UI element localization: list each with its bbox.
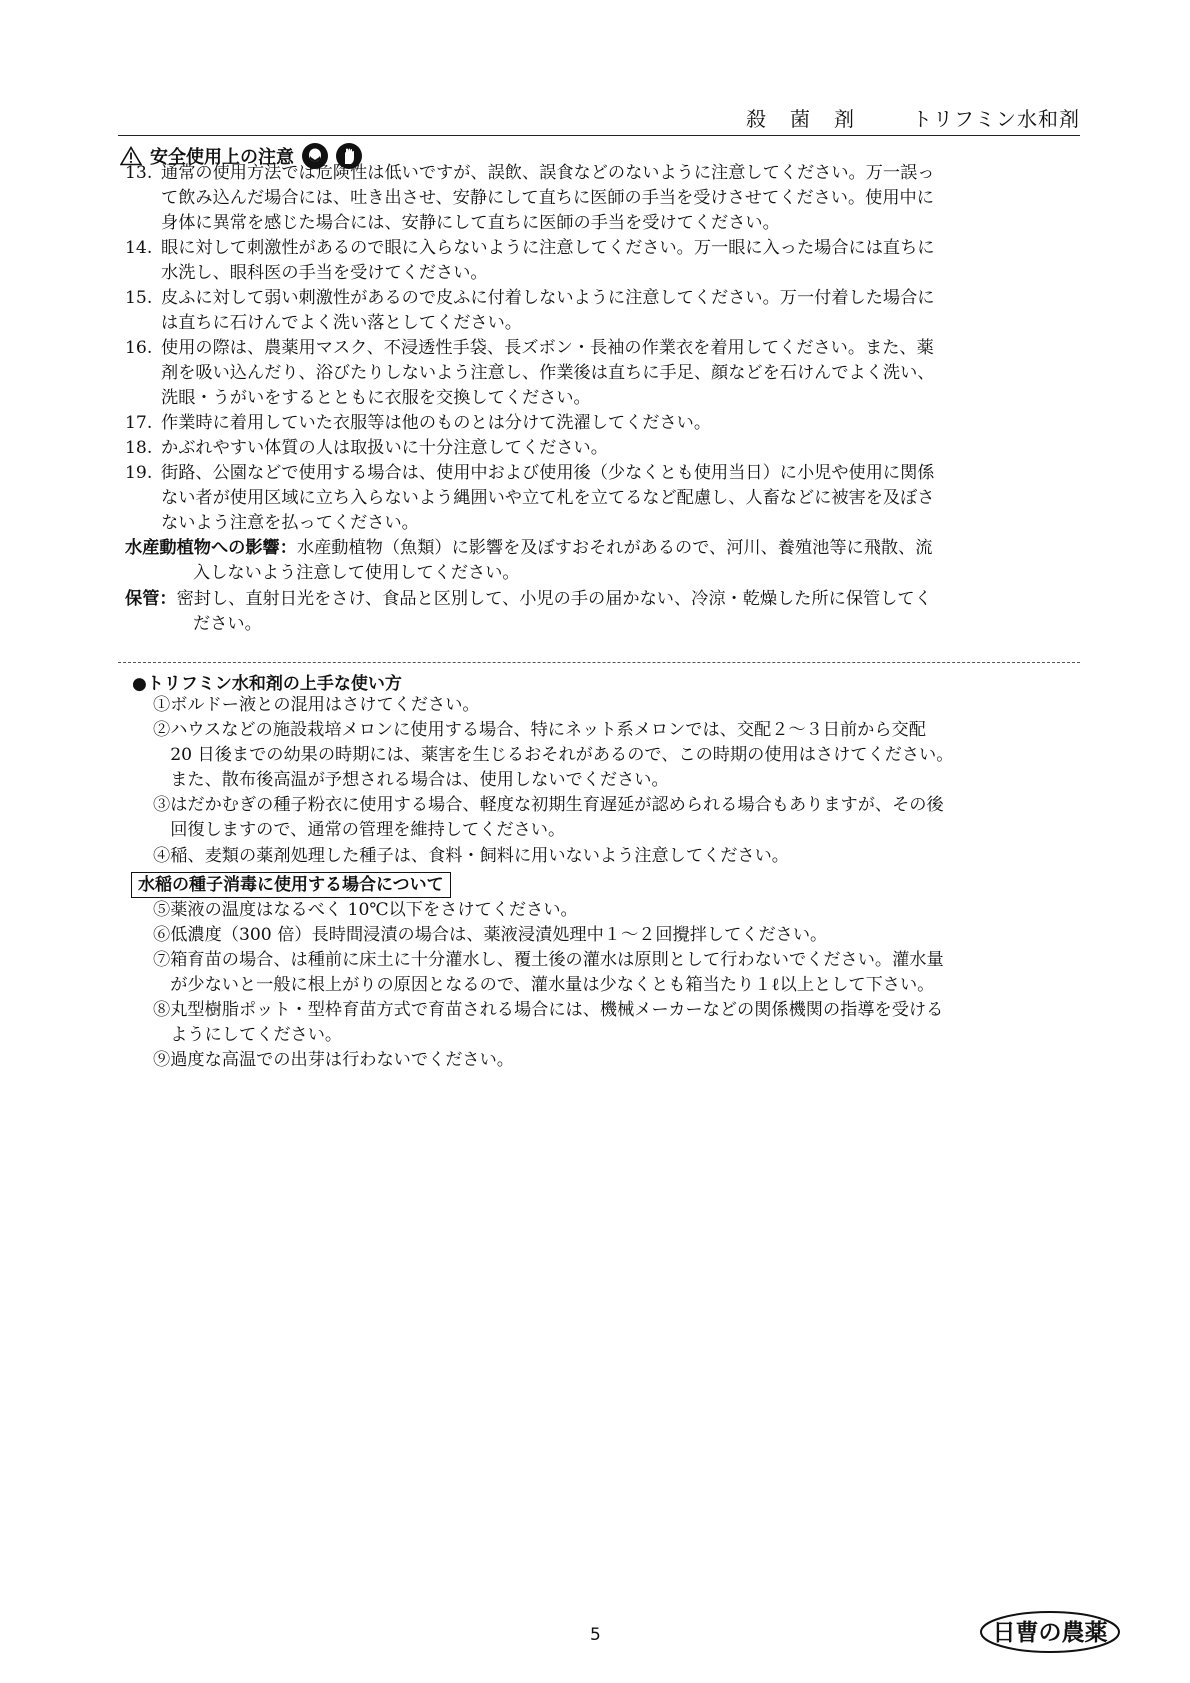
rice-line: が少ないと一般に根上がりの原因となるので、灌水量は少なくとも箱当たり１ℓ以上として下さい。 bbox=[153, 975, 935, 995]
aquatic-impact-label: 水産動植物への影響： bbox=[125, 538, 297, 558]
tip-line: 回復しますので、通常の管理を維持してください。 bbox=[153, 820, 566, 840]
header-product: トリフミン水和剤 bbox=[912, 107, 1080, 131]
rice-line: ⑥低濃度（300 倍）長時間浸漬の場合は、薬液浸漬処理中１～２回攪拌してください。 bbox=[153, 925, 828, 945]
rice-line: ようにしてください。 bbox=[153, 1025, 343, 1045]
safety-line: は直ちに石けんでよく洗い落としてください。 bbox=[161, 313, 522, 333]
tip-line: また、散布後高温が予想される場合は、使用しないでください。 bbox=[153, 770, 669, 790]
safety-line: 水洗し、眼科医の手当を受けてください。 bbox=[161, 263, 488, 283]
safety-line: 17. 作業時に着用していた衣服等は他のものとは分けて洗濯してください。 bbox=[125, 413, 712, 433]
safety-line: 19. 街路、公園などで使用する場合は、使用中および使用後（少なくとも使用当日）に小児や使用に関係 bbox=[125, 463, 935, 483]
tip-line: ③はだかむぎの種子粉衣に使用する場合、軽度な初期生育遅延が認められる場合もありますが、その後 bbox=[153, 795, 944, 815]
header-category: 殺菌剤 bbox=[746, 107, 878, 131]
storage-line: 保管：密封し、直射日光をさけ、食品と区別して、小児の手の届かない、冷涼・乾燥した所に保管してく bbox=[125, 589, 932, 609]
storage-line: ださい。 bbox=[193, 614, 262, 634]
aquatic-impact-line: 入しないよう注意して使用してください。 bbox=[193, 563, 520, 583]
section-divider bbox=[118, 662, 1080, 663]
page-number: 5 bbox=[590, 1625, 601, 1645]
header-label bbox=[746, 103, 1080, 132]
safety-line: 13. 通常の使用方法では危険性は低いですが、誤飲、誤食などのないように注意してください。万一誤っ bbox=[125, 163, 935, 183]
safety-line: 剤を吸い込んだり、浴びたりしないよう注意し、作業後は直ちに手足、顔などを石けんでよく洗い、 bbox=[161, 363, 935, 383]
usage-tips-title: ●トリフミン水和剤の上手な使い方 bbox=[132, 674, 402, 694]
tip-line: 20 日後までの幼果の時期には、薬害を生じるおそれがあるので、この時期の使用はさけてください。 bbox=[153, 745, 954, 765]
safety-line: 18. かぶれやすい体質の人は取扱いに十分注意してください。 bbox=[125, 438, 608, 458]
safety-line: 身体に異常を感じた場合には、安静にして直ちに医師の手当を受けてください。 bbox=[161, 213, 780, 233]
safety-line: 14. 眼に対して刺激性があるので眼に入らないように注意してください。万一眼に入った場合には直ちに bbox=[125, 238, 935, 258]
nisso-logo bbox=[979, 1610, 1121, 1654]
tip-line: ①ボルドー液との混用はさけてください。 bbox=[153, 695, 480, 715]
aquatic-impact-line: 水産動植物への影響：水産動植物（魚類）に影響を及ぼすおそれがあるので、河川、養殖池等に飛散、流 bbox=[125, 538, 933, 558]
rice-line: ⑤薬液の温度はなるべく 10℃以下をさけてください。 bbox=[153, 900, 578, 920]
safety-line: ない者が使用区域に立ち入らないよう縄囲いや立て札を立てるなど配慮し、人畜などに被害を及ぼさ bbox=[161, 488, 935, 508]
storage-label: 保管： bbox=[125, 589, 177, 609]
safety-line: 15. 皮ふに対して弱い刺激性があるので皮ふに付着しないように注意してください。万一付着した場合に bbox=[125, 288, 935, 308]
rice-seed-disinfection-heading: 水稲の種子消毒に使用する場合について bbox=[131, 872, 451, 898]
safety-line: 16. 使用の際は、農薬用マスク、不浸透性手袋、長ズボン・長袖の作業衣を着用してください。また、薬 bbox=[125, 338, 934, 358]
rice-line: ⑧丸型樹脂ポット・型枠育苗方式で育苗される場合には、機械メーカーなどの関係機関の指導を受ける bbox=[153, 1000, 944, 1020]
safety-line: て飲み込んだ場合には、吐き出させ、安静にして直ちに医師の手当を受けさせてください。使用中に bbox=[161, 188, 934, 208]
page-header bbox=[118, 103, 1080, 136]
rice-line: ⑨過度な高温での出芽は行わないでください。 bbox=[153, 1050, 514, 1070]
tip-line: ④稲、麦類の薬剤処理した種子は、食料・飼料に用いないよう注意してください。 bbox=[153, 846, 789, 866]
tip-line: ②ハウスなどの施設栽培メロンに使用する場合、特にネット系メロンでは、交配２～３日前から交配 bbox=[153, 720, 926, 740]
safety-line: ないよう注意を払ってください。 bbox=[161, 513, 419, 533]
rice-line: ⑦箱育苗の場合、は種前に床土に十分灌水し、覆土後の灌水は原則として行わないでください。灌水量 bbox=[153, 950, 944, 970]
safety-title-text: 安全使用上の注意 bbox=[150, 147, 294, 168]
safety-line: 洗眼・うがいをするとともに衣服を交換してください。 bbox=[161, 388, 591, 408]
logo-text: 日曹の農薬 bbox=[992, 1620, 1108, 1646]
